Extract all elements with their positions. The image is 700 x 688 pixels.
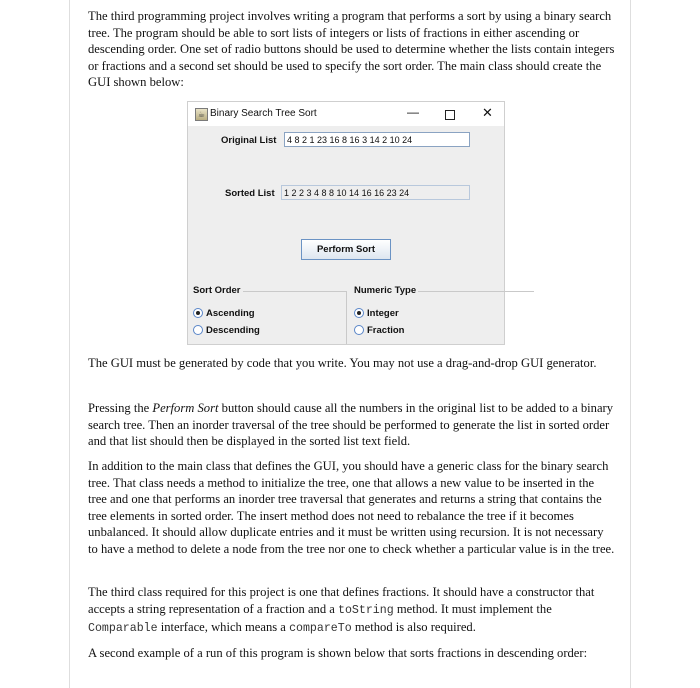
descending-label: Descending xyxy=(206,325,260,336)
descending-option xyxy=(193,324,260,338)
numeric-type-title: Numeric Type xyxy=(354,285,417,296)
close-icon: ✕ xyxy=(482,105,493,120)
generic-class-paragraph: In addition to the main class that defines the GUI, you should have a generic class for the binary search tree. That class needs a method to initialize the tree, one that allows a new value to be inserted in the tree and one that performs an inorder tree traversal that generates and returns a string that contains the tree elements in sorted order. The insert method does not need to rebalance the tree if it becomes unbalanced. It should allow duplicate entries and it must be written using recursion. It is not necessary to have a method to delete a node from the tree nor one to check whether a particular value is in the tree. xyxy=(88,459,615,556)
page-border-left xyxy=(69,0,70,688)
perform-sort-emphasis: Perform Sort xyxy=(152,401,219,415)
fraction-class-paragraph: The third class required for this project is one that defines fractions. It should have a constructor that accepts a string representation of a fraction and a toString method. It must implement the Comparable interface, which means a compareTo method is also required. xyxy=(88,585,595,636)
integer-option xyxy=(354,307,399,321)
java-app-icon: ☕ xyxy=(195,108,208,121)
intro-paragraph: The third programming project involves writing a program that performs a sort by using a binary search tree. The program should be able to sort lists of integers or lists of fractions in either ascending or descending order. One set of radio buttons should be used to determine whether the lists contain integers or fractions and a second set should be used to specify the sort order. The main class should create the GUI shown below: xyxy=(88,9,615,90)
descending-radio-icon xyxy=(193,325,203,335)
comparable-code: Comparable xyxy=(88,622,158,636)
gui-requirement-paragraph: The GUI must be generated by code that you write. You may not use a drag-and-drop GUI generator. xyxy=(88,356,597,370)
second-example-paragraph: A second example of a run of this program is shown below that sorts fractions in descending order: xyxy=(88,646,588,660)
original-list-field: 4 8 2 1 23 16 8 16 3 14 2 10 24 xyxy=(284,132,470,147)
sorted-list-field: 1 2 2 3 4 8 8 10 14 16 16 23 24 xyxy=(281,185,470,200)
integer-label: Integer xyxy=(367,308,399,319)
sort-order-group xyxy=(193,285,347,344)
ascending-radio-icon xyxy=(193,308,203,318)
window-title: Binary Search Tree Sort xyxy=(210,108,317,119)
maximize-icon xyxy=(445,110,455,120)
fraction-radio-icon xyxy=(354,325,364,335)
original-list-label: Original List xyxy=(221,135,277,146)
numeric-type-group xyxy=(354,285,534,344)
compareto-code: compareTo xyxy=(289,622,352,636)
page-border-right xyxy=(630,0,631,688)
perform-sort-paragraph: Pressing the Perform Sort button should cause all the numbers in the original list to be added to a binary search tree. Then an inorder traversal of the tree should be performed to generate the list in sorted order and that list should then be displayed in the sorted list text field. xyxy=(88,401,614,449)
gui-screenshot-window xyxy=(187,101,505,345)
integer-radio-icon xyxy=(354,308,364,318)
perform-sort-button: Perform Sort xyxy=(301,239,391,260)
tostring-code: toString xyxy=(338,603,394,617)
sorted-list-label: Sorted List xyxy=(225,188,275,199)
fraction-label: Fraction xyxy=(367,325,405,336)
ascending-label: Ascending xyxy=(206,308,255,319)
fraction-option xyxy=(354,324,404,338)
window-titlebar xyxy=(188,102,504,126)
minimize-icon: — xyxy=(407,105,419,119)
sort-order-title: Sort Order xyxy=(193,285,241,296)
ascending-option xyxy=(193,307,255,321)
